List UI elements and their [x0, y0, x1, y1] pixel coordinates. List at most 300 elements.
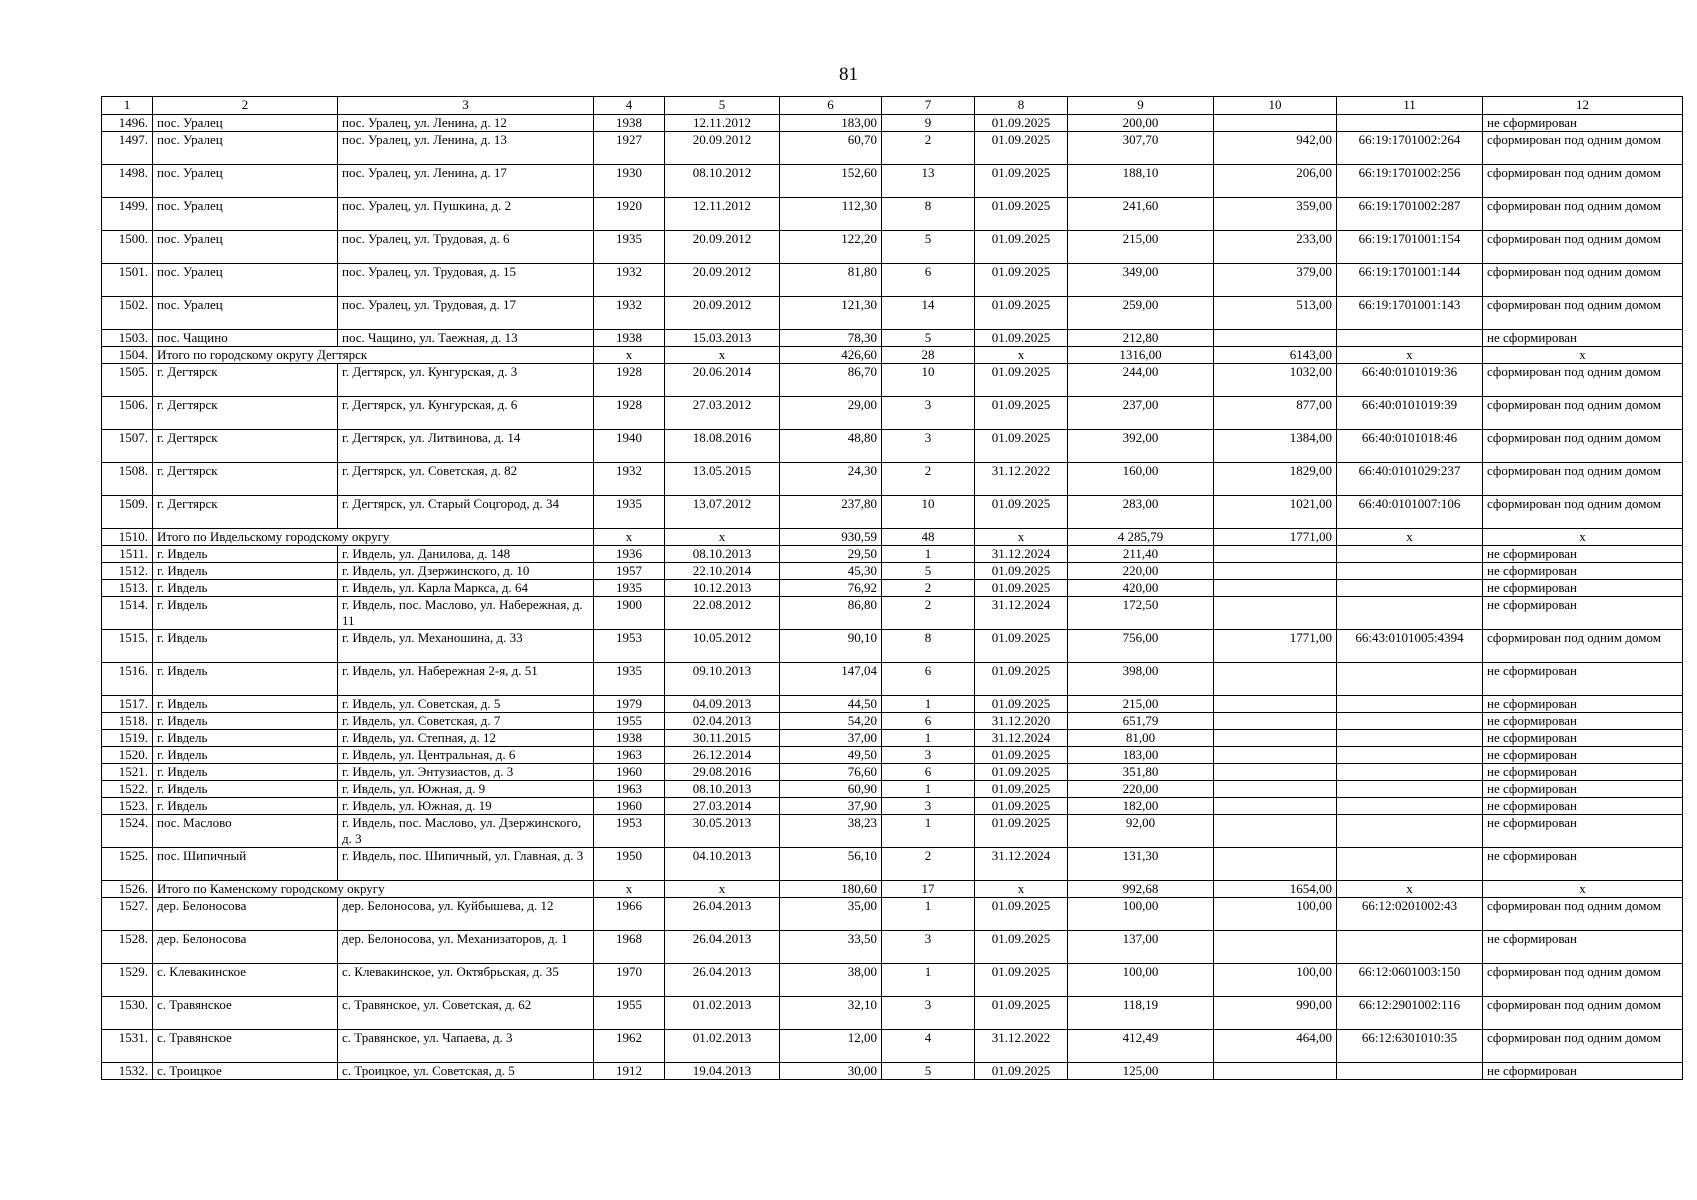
cadastral-number: 66:43:0101005:4394 [1337, 630, 1483, 663]
living-area: 38,00 [780, 964, 882, 997]
resettlement-deadline: 31.12.2024 [975, 730, 1068, 747]
land-area: 100,00 [1214, 898, 1337, 931]
build-year: 1970 [594, 964, 665, 997]
residents-count: 10 [882, 364, 975, 397]
residents-count: 5 [882, 1063, 975, 1080]
land-status: сформирован под одним домом [1483, 364, 1683, 397]
cadastral-number [1337, 931, 1483, 964]
living-area: 147,04 [780, 663, 882, 696]
subtotal-label: Итого по городскому округу Дегтярск [153, 347, 594, 364]
build-year: 1968 [594, 931, 665, 964]
cost: 307,70 [1068, 132, 1214, 165]
address: г. Ивдель, пос. Маслово, ул. Набережная, д. 11 [338, 597, 594, 630]
emergency-date: 19.04.2013 [665, 1063, 780, 1080]
row-number: 1521. [102, 764, 153, 781]
subtotal-land-area: 6143,00 [1214, 347, 1337, 364]
living-area: 29,00 [780, 397, 882, 430]
build-year: 1920 [594, 198, 665, 231]
table-row [102, 696, 1683, 713]
cadastral-number: 66:19:1701001:143 [1337, 297, 1483, 330]
emergency-date: 22.08.2012 [665, 597, 780, 630]
subtotal-cost: 992,68 [1068, 881, 1214, 898]
subtotal-cost: 1316,00 [1068, 347, 1214, 364]
build-year: 1928 [594, 397, 665, 430]
land-status: не сформирован [1483, 597, 1683, 630]
row-number: 1518. [102, 713, 153, 730]
row-number: 1528. [102, 931, 153, 964]
cadastral-number: 66:19:1701001:144 [1337, 264, 1483, 297]
subtotal-row [102, 881, 1683, 898]
cadastral-number [1337, 1063, 1483, 1080]
cadastral-number [1337, 730, 1483, 747]
settlement: пос. Уралец [153, 165, 338, 198]
land-area [1214, 115, 1337, 132]
emergency-date: 26.04.2013 [665, 964, 780, 997]
address: г. Ивдель, ул. Степная, д. 12 [338, 730, 594, 747]
land-status: не сформирован [1483, 563, 1683, 580]
row-number: 1529. [102, 964, 153, 997]
living-area: 237,80 [780, 496, 882, 529]
cost: 131,30 [1068, 848, 1214, 881]
settlement: с. Троицкое [153, 1063, 338, 1080]
row-number: 1519. [102, 730, 153, 747]
emergency-date: 08.10.2013 [665, 546, 780, 563]
subtotal-date: x [665, 881, 780, 898]
row-number: 1526. [102, 881, 153, 898]
resettlement-deadline: 01.09.2025 [975, 330, 1068, 347]
land-status: не сформирован [1483, 1063, 1683, 1080]
table-row [102, 1030, 1683, 1063]
address: дер. Белоносова, ул. Куйбышева, д. 12 [338, 898, 594, 931]
resettlement-deadline: 01.09.2025 [975, 430, 1068, 463]
land-area: 1021,00 [1214, 496, 1337, 529]
residents-count: 6 [882, 264, 975, 297]
resettlement-deadline: 01.09.2025 [975, 165, 1068, 198]
settlement: г. Дегтярск [153, 364, 338, 397]
land-status: сформирован под одним домом [1483, 198, 1683, 231]
subtotal-area: 180,60 [780, 881, 882, 898]
table-row [102, 713, 1683, 730]
settlement: г. Дегтярск [153, 463, 338, 496]
table-row [102, 781, 1683, 798]
row-number: 1505. [102, 364, 153, 397]
address: г. Ивдель, пос. Шипичный, ул. Главная, д. 3 [338, 848, 594, 881]
residents-count: 8 [882, 198, 975, 231]
resettlement-deadline: 31.12.2022 [975, 463, 1068, 496]
land-status: не сформирован [1483, 798, 1683, 815]
settlement: пос. Уралец [153, 132, 338, 165]
land-area [1214, 931, 1337, 964]
living-area: 152,60 [780, 165, 882, 198]
cadastral-number: 66:12:2901002:116 [1337, 997, 1483, 1030]
land-status: сформирован под одним домом [1483, 132, 1683, 165]
cost: 651,79 [1068, 713, 1214, 730]
address: г. Дегтярск, ул. Литвинова, д. 14 [338, 430, 594, 463]
cadastral-number: 66:19:1701001:154 [1337, 231, 1483, 264]
subtotal-residents: 48 [882, 529, 975, 546]
column-header-8: 8 [975, 97, 1068, 115]
settlement: с. Травянское [153, 997, 338, 1030]
subtotal-label: Итого по Ивдельскому городскому округу [153, 529, 594, 546]
emergency-date: 27.03.2014 [665, 798, 780, 815]
land-area [1214, 747, 1337, 764]
emergency-date: 26.04.2013 [665, 931, 780, 964]
resettlement-deadline: 01.09.2025 [975, 364, 1068, 397]
land-area: 1384,00 [1214, 430, 1337, 463]
subtotal-area: 426,60 [780, 347, 882, 364]
resettlement-deadline: 01.09.2025 [975, 964, 1068, 997]
row-number: 1512. [102, 563, 153, 580]
row-number: 1506. [102, 397, 153, 430]
row-number: 1507. [102, 430, 153, 463]
build-year: 1963 [594, 781, 665, 798]
living-area: 35,00 [780, 898, 882, 931]
row-number: 1500. [102, 231, 153, 264]
resettlement-deadline: 01.09.2025 [975, 297, 1068, 330]
living-area: 121,30 [780, 297, 882, 330]
cadastral-number: 66:40:0101029:237 [1337, 463, 1483, 496]
residents-count: 2 [882, 848, 975, 881]
living-area: 44,50 [780, 696, 882, 713]
emergency-date: 01.02.2013 [665, 997, 780, 1030]
settlement: г. Дегтярск [153, 430, 338, 463]
residents-count: 3 [882, 798, 975, 815]
cost: 212,80 [1068, 330, 1214, 347]
table-row [102, 747, 1683, 764]
table-row [102, 730, 1683, 747]
living-area: 29,50 [780, 546, 882, 563]
living-area: 30,00 [780, 1063, 882, 1080]
living-area: 56,10 [780, 848, 882, 881]
subtotal-date: x [665, 347, 780, 364]
living-area: 37,00 [780, 730, 882, 747]
row-number: 1497. [102, 132, 153, 165]
build-year: 1963 [594, 747, 665, 764]
table-row [102, 630, 1683, 663]
address: дер. Белоносова, ул. Механизаторов, д. 1 [338, 931, 594, 964]
address: г. Дегтярск, ул. Кунгурская, д. 3 [338, 364, 594, 397]
resettlement-deadline: 01.09.2025 [975, 580, 1068, 597]
build-year: 1928 [594, 364, 665, 397]
row-number: 1515. [102, 630, 153, 663]
column-header-1: 1 [102, 97, 153, 115]
living-area: 32,10 [780, 997, 882, 1030]
living-area: 54,20 [780, 713, 882, 730]
table-row [102, 898, 1683, 931]
build-year: 1927 [594, 132, 665, 165]
cadastral-number: 66:12:6301010:35 [1337, 1030, 1483, 1063]
row-number: 1530. [102, 997, 153, 1030]
cadastral-number [1337, 330, 1483, 347]
address: пос. Уралец, ул. Пушкина, д. 2 [338, 198, 594, 231]
column-header-4: 4 [594, 97, 665, 115]
build-year: 1932 [594, 264, 665, 297]
table-row [102, 297, 1683, 330]
living-area: 49,50 [780, 747, 882, 764]
residents-count: 1 [882, 781, 975, 798]
build-year: 1932 [594, 297, 665, 330]
residents-count: 1 [882, 898, 975, 931]
subtotal-deadline: x [975, 529, 1068, 546]
resettlement-deadline: 01.09.2025 [975, 696, 1068, 713]
land-status: не сформирован [1483, 781, 1683, 798]
land-status: сформирован под одним домом [1483, 630, 1683, 663]
residents-count: 5 [882, 563, 975, 580]
build-year: 1950 [594, 848, 665, 881]
address: пос. Чащино, ул. Таежная, д. 13 [338, 330, 594, 347]
table-row [102, 1063, 1683, 1080]
cadastral-number [1337, 848, 1483, 881]
subtotal-year: x [594, 347, 665, 364]
land-status: не сформирован [1483, 115, 1683, 132]
build-year: 1953 [594, 815, 665, 848]
land-area [1214, 580, 1337, 597]
residents-count: 3 [882, 397, 975, 430]
emergency-date: 15.03.2013 [665, 330, 780, 347]
land-area [1214, 663, 1337, 696]
cost: 137,00 [1068, 931, 1214, 964]
column-header-3: 3 [338, 97, 594, 115]
emergency-date: 29.08.2016 [665, 764, 780, 781]
address: пос. Уралец, ул. Трудовая, д. 17 [338, 297, 594, 330]
build-year: 1932 [594, 463, 665, 496]
cadastral-number [1337, 663, 1483, 696]
emergency-date: 20.09.2012 [665, 231, 780, 264]
row-number: 1511. [102, 546, 153, 563]
cost: 398,00 [1068, 663, 1214, 696]
land-area: 1829,00 [1214, 463, 1337, 496]
subtotal-cadastral: x [1337, 529, 1483, 546]
column-header-5: 5 [665, 97, 780, 115]
land-area: 513,00 [1214, 297, 1337, 330]
row-number: 1499. [102, 198, 153, 231]
column-header-10: 10 [1214, 97, 1337, 115]
subtotal-deadline: x [975, 881, 1068, 898]
emergency-date: 20.06.2014 [665, 364, 780, 397]
land-status: сформирован под одним домом [1483, 165, 1683, 198]
settlement: г. Ивдель [153, 713, 338, 730]
subtotal-land-status: x [1483, 529, 1683, 546]
settlement: г. Ивдель [153, 730, 338, 747]
address: г. Ивдель, ул. Дзержинского, д. 10 [338, 563, 594, 580]
cost: 259,00 [1068, 297, 1214, 330]
land-status: сформирован под одним домом [1483, 297, 1683, 330]
build-year: 1935 [594, 663, 665, 696]
table-row [102, 663, 1683, 696]
land-status: не сформирован [1483, 815, 1683, 848]
residents-count: 9 [882, 115, 975, 132]
settlement: дер. Белоносова [153, 898, 338, 931]
build-year: 1955 [594, 997, 665, 1030]
land-status: не сформирован [1483, 931, 1683, 964]
emergency-date: 02.04.2013 [665, 713, 780, 730]
emergency-date: 20.09.2012 [665, 132, 780, 165]
settlement: пос. Уралец [153, 198, 338, 231]
resettlement-deadline: 01.09.2025 [975, 198, 1068, 231]
living-area: 86,80 [780, 597, 882, 630]
land-area: 100,00 [1214, 964, 1337, 997]
land-status: сформирован под одним домом [1483, 264, 1683, 297]
land-area: 379,00 [1214, 264, 1337, 297]
resettlement-deadline: 31.12.2020 [975, 713, 1068, 730]
land-area: 464,00 [1214, 1030, 1337, 1063]
resettlement-deadline: 01.09.2025 [975, 397, 1068, 430]
address: пос. Уралец, ул. Трудовая, д. 6 [338, 231, 594, 264]
cadastral-number [1337, 798, 1483, 815]
build-year: 1936 [594, 546, 665, 563]
cadastral-number: 66:12:0201002:43 [1337, 898, 1483, 931]
emergency-date: 09.10.2013 [665, 663, 780, 696]
living-area: 183,00 [780, 115, 882, 132]
build-year: 1938 [594, 730, 665, 747]
cost: 118,19 [1068, 997, 1214, 1030]
subtotal-year: x [594, 881, 665, 898]
build-year: 1960 [594, 798, 665, 815]
table-row [102, 546, 1683, 563]
resettlement-deadline: 01.09.2025 [975, 747, 1068, 764]
subtotal-deadline: x [975, 347, 1068, 364]
table-row [102, 132, 1683, 165]
living-area: 81,80 [780, 264, 882, 297]
cost: 160,00 [1068, 463, 1214, 496]
settlement: пос. Маслово [153, 815, 338, 848]
page-number: 81 [839, 64, 858, 85]
land-status: не сформирован [1483, 546, 1683, 563]
living-area: 78,30 [780, 330, 882, 347]
address: г. Ивдель, ул. Южная, д. 19 [338, 798, 594, 815]
resettlement-deadline: 01.09.2025 [975, 231, 1068, 264]
cost: 215,00 [1068, 696, 1214, 713]
address: с. Клевакинское, ул. Октябрьская, д. 35 [338, 964, 594, 997]
address: пос. Уралец, ул. Ленина, д. 12 [338, 115, 594, 132]
residents-count: 1 [882, 815, 975, 848]
cost: 200,00 [1068, 115, 1214, 132]
land-area [1214, 563, 1337, 580]
resettlement-deadline: 01.09.2025 [975, 781, 1068, 798]
settlement: г. Ивдель [153, 747, 338, 764]
build-year: 1935 [594, 496, 665, 529]
residents-count: 6 [882, 713, 975, 730]
build-year: 1957 [594, 563, 665, 580]
table-row [102, 931, 1683, 964]
subtotal-area: 930,59 [780, 529, 882, 546]
address: г. Ивдель, ул. Южная, д. 9 [338, 781, 594, 798]
emergency-date: 26.12.2014 [665, 747, 780, 764]
settlement: г. Дегтярск [153, 397, 338, 430]
residents-count: 1 [882, 696, 975, 713]
residents-count: 4 [882, 1030, 975, 1063]
settlement: г. Ивдель [153, 630, 338, 663]
cadastral-number [1337, 696, 1483, 713]
cadastral-number: 66:19:1701002:287 [1337, 198, 1483, 231]
cadastral-number: 66:12:0601003:150 [1337, 964, 1483, 997]
cadastral-number: 66:19:1701002:264 [1337, 132, 1483, 165]
table-row [102, 580, 1683, 597]
table-row [102, 997, 1683, 1030]
build-year: 1912 [594, 1063, 665, 1080]
cadastral-number [1337, 713, 1483, 730]
emergency-date: 08.10.2013 [665, 781, 780, 798]
cost: 215,00 [1068, 231, 1214, 264]
row-number: 1513. [102, 580, 153, 597]
row-number: 1508. [102, 463, 153, 496]
address: г. Ивдель, ул. Советская, д. 5 [338, 696, 594, 713]
living-area: 12,00 [780, 1030, 882, 1063]
land-status: не сформирован [1483, 580, 1683, 597]
land-area [1214, 713, 1337, 730]
row-number: 1509. [102, 496, 153, 529]
residents-count: 5 [882, 330, 975, 347]
emergency-date: 22.10.2014 [665, 563, 780, 580]
resettlement-deadline: 31.12.2024 [975, 546, 1068, 563]
settlement: с. Травянское [153, 1030, 338, 1063]
cadastral-number: 66:19:1701002:256 [1337, 165, 1483, 198]
row-number: 1510. [102, 529, 153, 546]
address: пос. Уралец, ул. Трудовая, д. 15 [338, 264, 594, 297]
address: г. Дегтярск, ул. Старый Соцгород, д. 34 [338, 496, 594, 529]
resettlement-deadline: 31.12.2024 [975, 597, 1068, 630]
address: пос. Уралец, ул. Ленина, д. 17 [338, 165, 594, 198]
cost: 756,00 [1068, 630, 1214, 663]
living-area: 38,23 [780, 815, 882, 848]
row-number: 1517. [102, 696, 153, 713]
residents-count: 1 [882, 730, 975, 747]
resettlement-deadline: 01.09.2025 [975, 630, 1068, 663]
land-status: сформирован под одним домом [1483, 231, 1683, 264]
subtotal-land-status: x [1483, 347, 1683, 364]
row-number: 1524. [102, 815, 153, 848]
table-row [102, 264, 1683, 297]
build-year: 1955 [594, 713, 665, 730]
address: г. Ивдель, ул. Набережная 2-я, д. 51 [338, 663, 594, 696]
land-status: не сформирован [1483, 730, 1683, 747]
resettlement-deadline: 01.09.2025 [975, 931, 1068, 964]
emergency-date: 20.09.2012 [665, 264, 780, 297]
emergency-date: 30.11.2015 [665, 730, 780, 747]
column-header-2: 2 [153, 97, 338, 115]
land-status: сформирован под одним домом [1483, 463, 1683, 496]
cadastral-number [1337, 580, 1483, 597]
settlement: г. Дегтярск [153, 496, 338, 529]
living-area: 112,30 [780, 198, 882, 231]
land-area: 877,00 [1214, 397, 1337, 430]
settlement: г. Ивдель [153, 764, 338, 781]
row-number: 1504. [102, 347, 153, 364]
residents-count: 5 [882, 231, 975, 264]
build-year: 1962 [594, 1030, 665, 1063]
settlement: пос. Чащино [153, 330, 338, 347]
land-area [1214, 781, 1337, 798]
row-number: 1523. [102, 798, 153, 815]
residents-count: 13 [882, 165, 975, 198]
table-row [102, 597, 1683, 630]
cost: 244,00 [1068, 364, 1214, 397]
residents-count: 8 [882, 630, 975, 663]
table-row [102, 563, 1683, 580]
housing-registry-table [101, 96, 1683, 1080]
emergency-date: 13.05.2015 [665, 463, 780, 496]
emergency-date: 10.12.2013 [665, 580, 780, 597]
cost: 412,49 [1068, 1030, 1214, 1063]
column-header-9: 9 [1068, 97, 1214, 115]
build-year: 1960 [594, 764, 665, 781]
emergency-date: 27.03.2012 [665, 397, 780, 430]
subtotal-row [102, 347, 1683, 364]
row-number: 1520. [102, 747, 153, 764]
build-year: 1900 [594, 597, 665, 630]
land-area: 990,00 [1214, 997, 1337, 1030]
subtotal-date: x [665, 529, 780, 546]
